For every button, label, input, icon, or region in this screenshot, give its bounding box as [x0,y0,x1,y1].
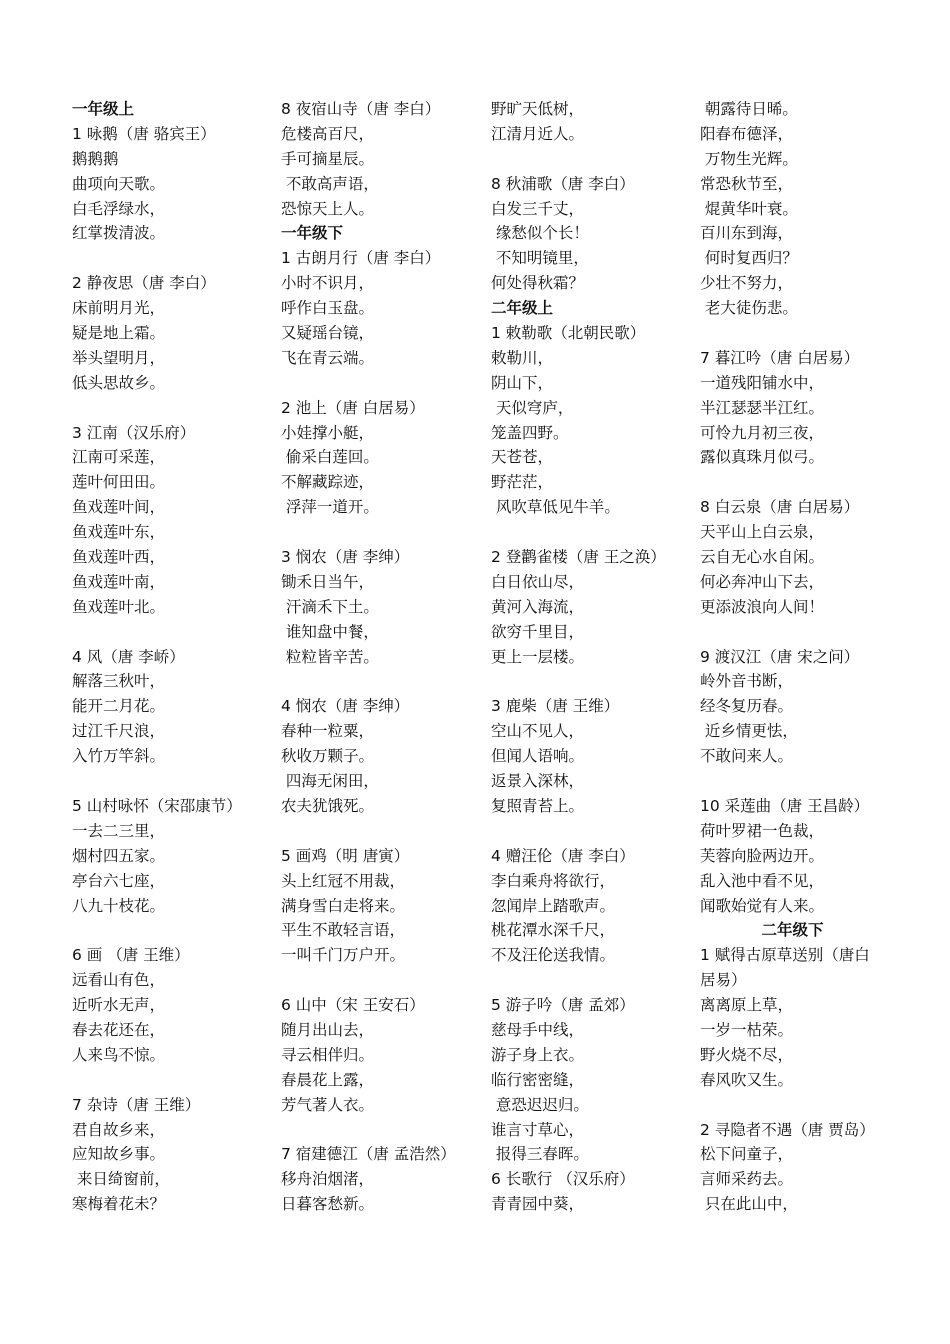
poem-line: 低头思故乡。 [72,373,166,392]
poem-line: 烟村四五家。 [72,846,166,865]
poem-line: 离离原上草， [700,996,794,1015]
poem-line: 粒粒皆辛苦。 [281,647,379,666]
poem-line: 李白乘舟将欲行， [491,871,616,890]
poem-line: 芳气著人衣。 [281,1095,375,1114]
poem-line: 来日绮窗前， [72,1170,170,1189]
poem-line: 不解藏踪迹， [281,473,375,492]
blank-line [491,819,696,844]
poem-line: 移舟泊烟渚， [281,1170,375,1189]
poem-line: 经冬复历春。 [700,697,794,716]
poem-line: 近听水无声， [72,996,166,1015]
blank-line [281,669,486,694]
poem-line: 过江千尺浪， [72,722,166,741]
poem-line: 欲穷千里目， [491,622,585,641]
poem-line: 一去二三里， [72,821,166,840]
poem-line: 6 长歌行 （汉乐府） [491,1170,635,1189]
poem-line: 但闻人语响。 [491,747,585,766]
poem-line: 不知明镜里， [491,249,589,268]
poem-line: 只在此山中， [700,1195,798,1214]
poem-line: 1 赋得古原草送别（唐白 [700,946,870,965]
poem-line: 10 采莲曲（唐 王昌龄） [700,796,870,815]
poem-line: 6 画 （唐 王维） [72,946,190,965]
poem-line: 意恐迟迟归。 [491,1095,589,1114]
poem-line: 何时复西归？ [700,249,798,268]
poem-line: 春种一粒粟， [281,722,375,741]
poem-line: 5 画鸡（明 唐寅） [281,846,410,865]
poem-line: 乱入池中看不见， [700,871,825,890]
poem-line: 朝露待日晞。 [700,100,798,118]
poem-line: 言师采药去。 [700,1170,794,1189]
poem-line: 一叫千门万户开。 [281,946,406,965]
poem-line: 居易） [700,971,747,990]
poem-line: 入竹万竿斜。 [72,747,166,766]
poem-line: 不及汪伦送我情。 [491,946,616,965]
poem-line: 鹅鹅鹅 [72,149,119,168]
poem-line: 鱼戏莲叶东， [72,523,166,542]
poem-line: 谁知盘中餐， [281,622,379,641]
poem-line: 随月出山去， [281,1020,375,1039]
poem-line: 万物生光辉。 [700,149,798,168]
blank-line [491,147,696,172]
poem-line: 不敢问来人。 [700,747,794,766]
poem-line: 松下问童子， [700,1145,794,1164]
blank-line [700,321,885,346]
poem-line: 汗滴禾下土。 [281,597,379,616]
poem-line: 秋收万颗子。 [281,747,375,766]
poem-line: 飞在青云端。 [281,348,375,367]
poem-line: 君自故乡来， [72,1120,166,1139]
poem-line: 日暮客愁新。 [281,1195,375,1214]
blank-line [491,669,696,694]
poem-line: 2 池上（唐 白居易） [281,398,425,417]
blank-line [700,769,885,794]
poem-line: 寻云相伴归。 [281,1045,375,1064]
poem-line: 4 风（唐 李峤） [72,647,185,666]
poem-line: 可怜九月初三夜， [700,423,825,442]
poem-line: 3 鹿柴（唐 王维） [491,697,620,716]
poem-line: 半江瑟瑟半江红。 [700,398,825,417]
poem-line: 小娃撑小艇， [281,423,375,442]
poem-line: 天苍苍， [491,448,554,467]
poem-line: 6 山中（宋 王安石） [281,996,425,1015]
poem-line: 2 寻隐者不遇（唐 贾岛） [700,1120,875,1139]
poem-line: 8 夜宿山寺（唐 李白） [281,100,441,118]
poem-line: 红掌拨清波。 [72,224,166,243]
poem-line: 何必奔冲山下去， [700,572,825,591]
poem-line: 天平山上白云泉， [700,523,825,542]
poem-line: 江清月近人。 [491,124,585,143]
blank-line [72,769,272,794]
poem-line: 报得三春晖。 [491,1145,589,1164]
poem-line: 鱼戏莲叶间， [72,498,166,517]
column-3 [491,97,696,1217]
blank-line [281,968,486,993]
poem-line: 云自无心水自闲。 [700,548,825,567]
poem-line: 莲叶何田田。 [72,473,166,492]
poem-line: 缘愁似个长！ [491,224,589,243]
poem-line: 复照青苔上。 [491,796,585,815]
poem-line: 荷叶罗裙一色裁， [700,821,825,840]
poem-line: 白发三千丈， [491,199,585,218]
poem-line: 野旷天低树， [491,100,585,118]
column-1 [72,97,272,1217]
poem-line: 1 古朗月行（唐 李白） [281,249,441,268]
poem-line: 曲项向天歌。 [72,174,166,193]
poem-line: 鱼戏莲叶西， [72,548,166,567]
poem-line: 一岁一枯荣。 [700,1020,794,1039]
poem-line: 老大徒伤悲。 [700,299,798,318]
poem-line: 疑是地上霜。 [72,324,166,343]
poem-line: 远看山有色， [72,971,166,990]
poem-line: 返景入深林， [491,772,585,791]
blank-line [700,470,885,495]
poem-line: 能开二月花。 [72,697,166,716]
poem-line: 7 宿建德江（唐 孟浩然） [281,1145,456,1164]
poem-line: 应知故乡事。 [72,1145,166,1164]
poem-line: 头上红冠不用裁， [281,871,406,890]
poem-line: 寒梅着花未？ [72,1195,166,1214]
poem-line: 春去花还在， [72,1020,166,1039]
poem-line: 鱼戏莲叶南， [72,572,166,591]
poem-line: 2 登鹳雀楼（唐 王之涣） [491,548,666,567]
poem-line: 近乡情更怯， [700,722,798,741]
poem-line: 浮萍一道开。 [281,498,379,517]
poem-line: 床前明月光， [72,299,166,318]
poem-line: 2 静夜思（唐 李白） [72,274,216,293]
poem-line: 4 赠汪伦（唐 李白） [491,846,635,865]
section-heading: 二年级上 [491,299,554,318]
column-2 [281,97,486,1217]
poem-line: 3 江南（汉乐府） [72,423,196,442]
poem-line: 又疑瑶台镜， [281,324,375,343]
poem-line: 桃花潭水深千尺， [491,921,616,940]
poem-line: 7 暮江吟（唐 白居易） [700,348,860,367]
poem-line: 4 悯农（唐 李绅） [281,697,410,716]
poem-line: 闻歌始觉有人来。 [700,896,825,915]
poem-line: 偷采白莲回。 [281,448,379,467]
poem-line: 岭外音书断， [700,672,794,691]
poem-line: 举头望明月， [72,348,166,367]
poem-line: 八九十枝花。 [72,896,166,915]
blank-line [72,396,272,421]
poem-line: 解落三秋叶， [72,672,166,691]
poem-line: 一道残阳铺水中， [700,373,825,392]
poem-line: 百川东到海， [700,224,794,243]
poem-line: 忽闻岸上踏歌声。 [491,896,616,915]
poem-line: 平生不敢轻言语， [281,921,406,940]
section-heading: 二年级下 [761,921,824,940]
blank-line [72,1068,272,1093]
poem-line: 3 悯农（唐 李绅） [281,548,410,567]
poem-line: 春晨花上露， [281,1070,375,1089]
poem-line: 游子身上衣。 [491,1045,585,1064]
poem-line: 8 白云泉（唐 白居易） [700,498,860,517]
poem-line: 5 游子吟（唐 孟郊） [491,996,635,1015]
poem-line: 5 山村咏怀（宋邵康节） [72,796,242,815]
poem-line: 更添波浪向人间！ [700,597,825,616]
blank-line [281,520,486,545]
blank-line [491,520,696,545]
poem-line: 青青园中葵， [491,1195,585,1214]
poem-line: 白日依山尽， [491,572,585,591]
poem-line: 野火烧不尽， [700,1045,794,1064]
poem-line: 7 杂诗（唐 王维） [72,1095,201,1114]
poem-line: 小时不识月， [281,274,375,293]
blank-line [72,246,272,271]
poem-line: 恐惊天上人。 [281,199,375,218]
column-4 [700,97,885,1217]
poem-line: 农夫犹饿死。 [281,796,375,815]
poem-line: 焜黄华叶衰。 [700,199,798,218]
poem-line: 敕勒川， [491,348,554,367]
blank-line [281,819,486,844]
blank-line [700,1093,885,1118]
poem-line: 白毛浮绿水， [72,199,166,218]
poem-line: 春风吹又生。 [700,1070,794,1089]
poem-line: 野茫茫， [491,473,554,492]
poem-line: 锄禾日当午， [281,572,375,591]
blank-line [281,371,486,396]
poem-line: 风吹草低见牛羊。 [491,498,620,517]
poem-line: 临行密密缝， [491,1070,585,1089]
poem-line: 黄河入海流， [491,597,585,616]
poem-line: 手可摘星辰。 [281,149,375,168]
section-heading: 一年级上 [72,100,135,118]
poem-line: 露似真珠月似弓。 [700,448,825,467]
poem-line: 不敢高声语， [281,174,379,193]
poem-line: 更上一层楼。 [491,647,585,666]
poem-line: 鱼戏莲叶北。 [72,597,166,616]
poem-line: 空山不见人， [491,722,585,741]
poem-line: 亭台六七座， [72,871,166,890]
poem-line: 少壮不努力， [700,274,794,293]
poem-line: 笼盖四野。 [491,423,569,442]
blank-line [72,620,272,645]
poem-line: 谁言寸草心， [491,1120,585,1139]
blank-line [72,918,272,943]
poem-line: 呼作白玉盘。 [281,299,375,318]
blank-line [491,968,696,993]
poem-line: 四海无闲田， [281,772,379,791]
poem-line: 常恐秋节至， [700,174,794,193]
section-heading: 一年级下 [281,224,344,243]
blank-line [281,1118,486,1143]
poem-line: 8 秋浦歌（唐 李白） [491,174,635,193]
poem-line: 阳春布德泽， [700,124,794,143]
poem-line: 阴山下， [491,373,554,392]
poem-line: 人来鸟不惊。 [72,1045,166,1064]
poem-line: 天似穹庐， [491,398,574,417]
blank-line [700,620,885,645]
poem-line: 1 咏鹅（唐 骆宾王） [72,124,216,143]
poem-line: 危楼高百尺， [281,124,375,143]
poem-line: 1 敕勒歌（北朝民歌） [491,324,646,343]
poem-line: 芙蓉向脸两边开。 [700,846,825,865]
poem-line: 江南可采莲， [72,448,166,467]
poem-line: 满身雪白走将来。 [281,896,406,915]
poem-line: 慈母手中线， [491,1020,585,1039]
poem-line: 9 渡汉江（唐 宋之问） [700,647,860,666]
poem-line: 何处得秋霜？ [491,274,585,293]
